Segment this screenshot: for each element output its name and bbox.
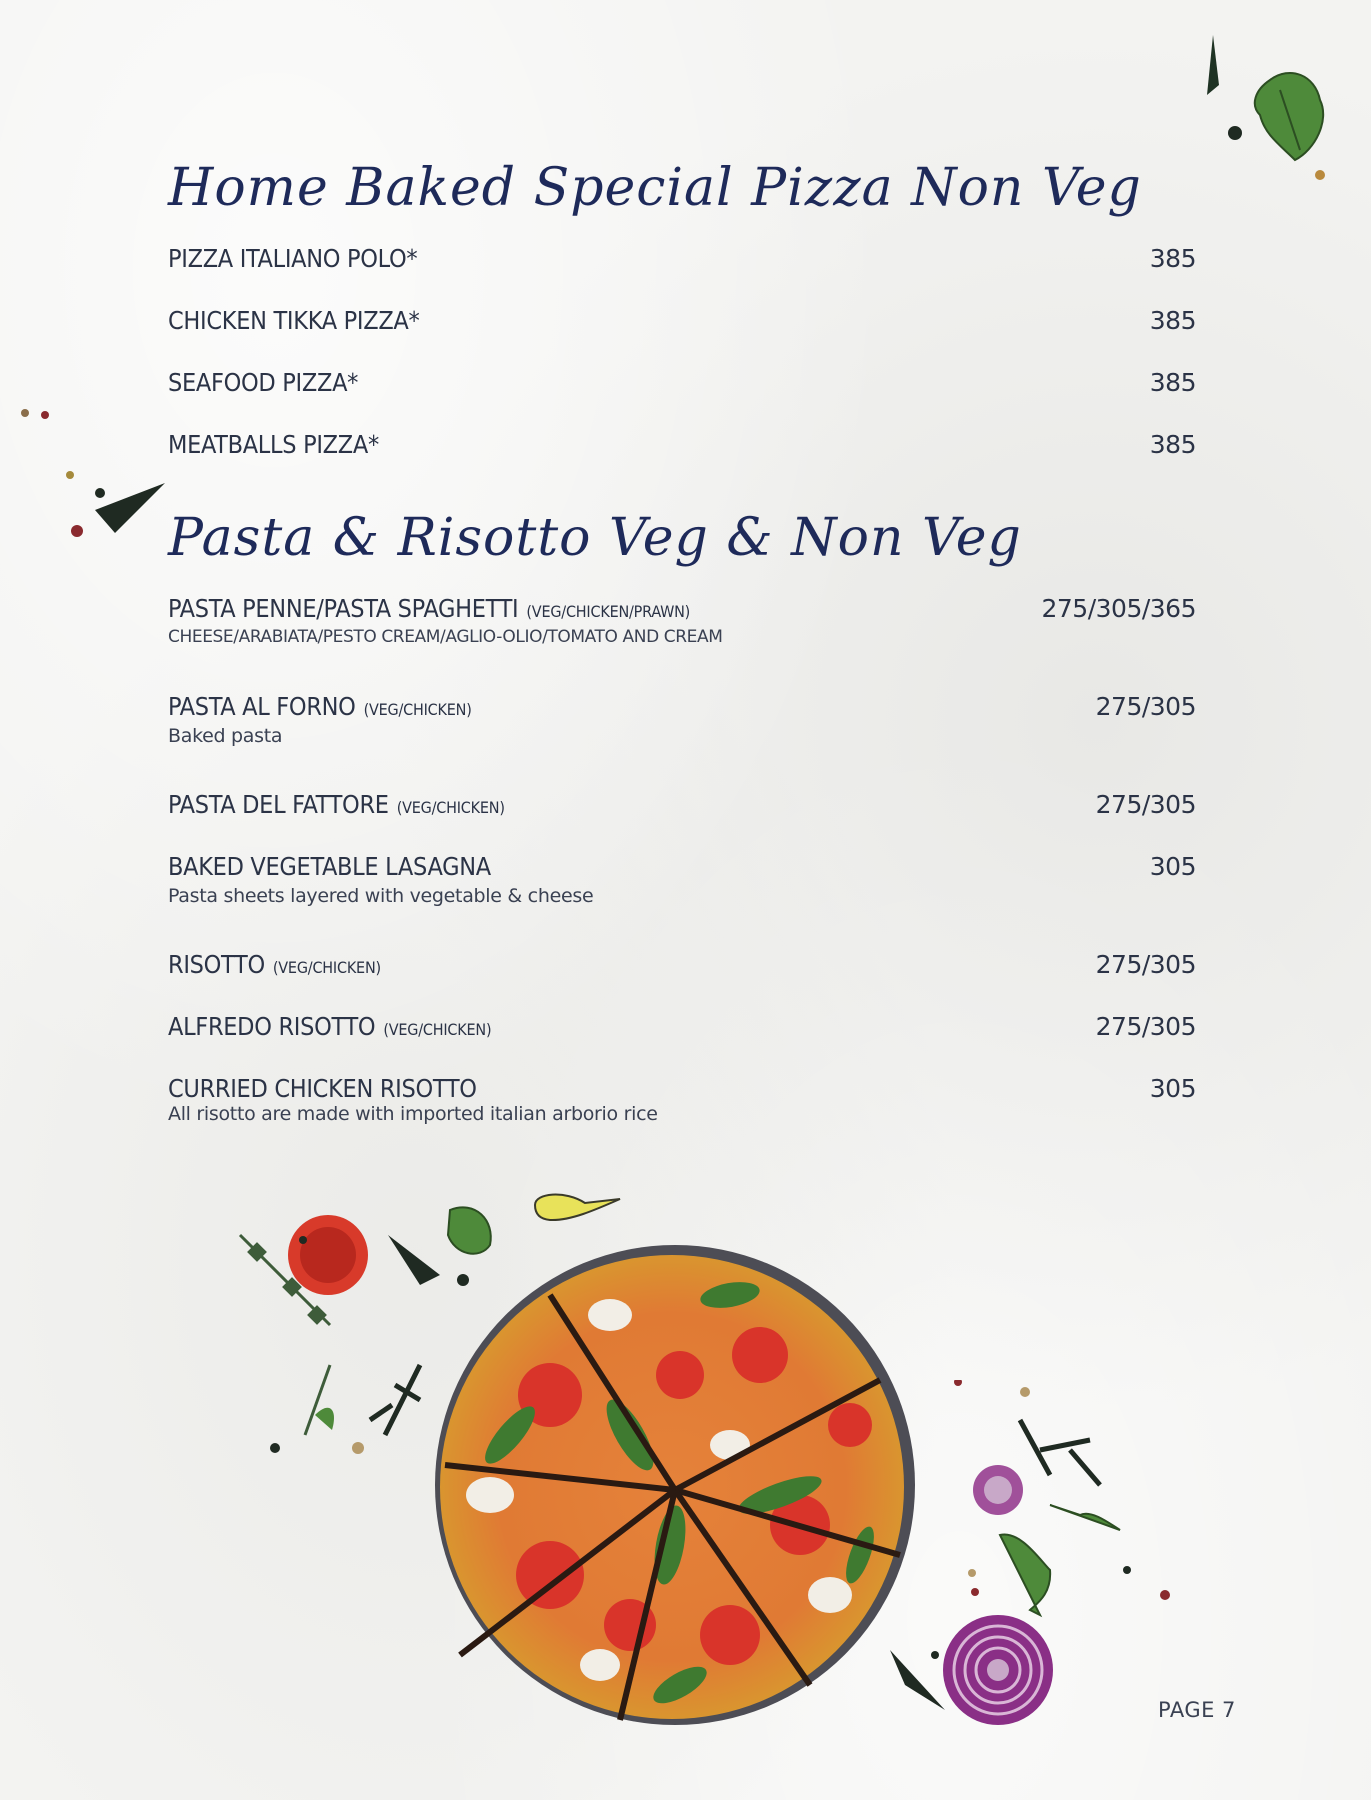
item-description: Baked pasta (168, 725, 283, 747)
menu-item (168, 1074, 1196, 1125)
item-name: RISOTTO (168, 950, 265, 979)
item-price: 385 (1149, 430, 1196, 459)
menu-item (168, 790, 1196, 819)
item-name: SEAFOOD PIZZA* (168, 368, 359, 397)
item-name: CURRIED CHICKEN RISOTTO (168, 1074, 477, 1103)
item-description: All risotto are made with imported italian arborio rice (168, 1103, 658, 1125)
item-name: PASTA PENNE/PASTA SPAGHETTI (168, 594, 519, 623)
menu-item (168, 852, 1196, 907)
menu-item (168, 594, 1196, 647)
menu-item (168, 306, 1196, 335)
item-price: 275/305 (1095, 790, 1196, 819)
item-price: 275/305 (1095, 692, 1196, 721)
menu-item (168, 1012, 1196, 1041)
item-price: 385 (1149, 368, 1196, 397)
menu-item (168, 244, 1196, 273)
red-onion-icon (940, 1380, 1200, 1740)
item-options: (VEG/CHICKEN) (383, 1020, 492, 1039)
page-number: PAGE 7 (1158, 1698, 1236, 1722)
menu-item (168, 368, 1196, 397)
section-title-pizza: Home Baked Special Pizza Non Veg (168, 158, 1142, 218)
pizza-image (430, 1235, 930, 1735)
item-price: 275/305 (1095, 950, 1196, 979)
menu-item (168, 692, 1196, 747)
item-name: CHICKEN TIKKA PIZZA* (168, 306, 420, 335)
item-name: MEATBALLS PIZZA* (168, 430, 379, 459)
peppercorn-icon (15, 405, 185, 550)
item-description: Pasta sheets layered with vegetable & cheese (168, 885, 594, 907)
section-title-pasta-risotto: Pasta & Risotto Veg & Non Veg (168, 508, 1022, 568)
menu-item (168, 430, 1196, 459)
item-description: CHEESE/ARABIATA/PESTO CREAM/AGLIO-OLIO/TOMATO AND CREAM (168, 627, 723, 647)
olive-oil-drop-icon (525, 1185, 625, 1225)
leaf-icon (1195, 25, 1335, 185)
item-name: PIZZA ITALIANO POLO* (168, 244, 418, 273)
item-name: BAKED VEGETABLE LASAGNA (168, 852, 491, 881)
menu-item (168, 950, 1196, 979)
item-name: PASTA AL FORNO (168, 692, 356, 721)
item-name: ALFREDO RISOTTO (168, 1012, 376, 1041)
item-options: (VEG/CHICKEN) (396, 798, 505, 817)
item-options: (VEG/CHICKEN/PRAWN) (526, 602, 691, 621)
item-name: PASTA DEL FATTORE (168, 790, 389, 819)
item-price: 385 (1149, 306, 1196, 335)
item-price: 385 (1149, 244, 1196, 273)
item-price: 305 (1149, 1074, 1196, 1103)
item-price: 305 (1149, 852, 1196, 881)
item-price: 275/305/365 (1041, 594, 1196, 623)
item-price: 275/305 (1095, 1012, 1196, 1041)
item-options: (VEG/CHICKEN) (363, 700, 472, 719)
item-options: (VEG/CHICKEN) (272, 958, 381, 977)
herb-sprig-icon (885, 1640, 955, 1720)
